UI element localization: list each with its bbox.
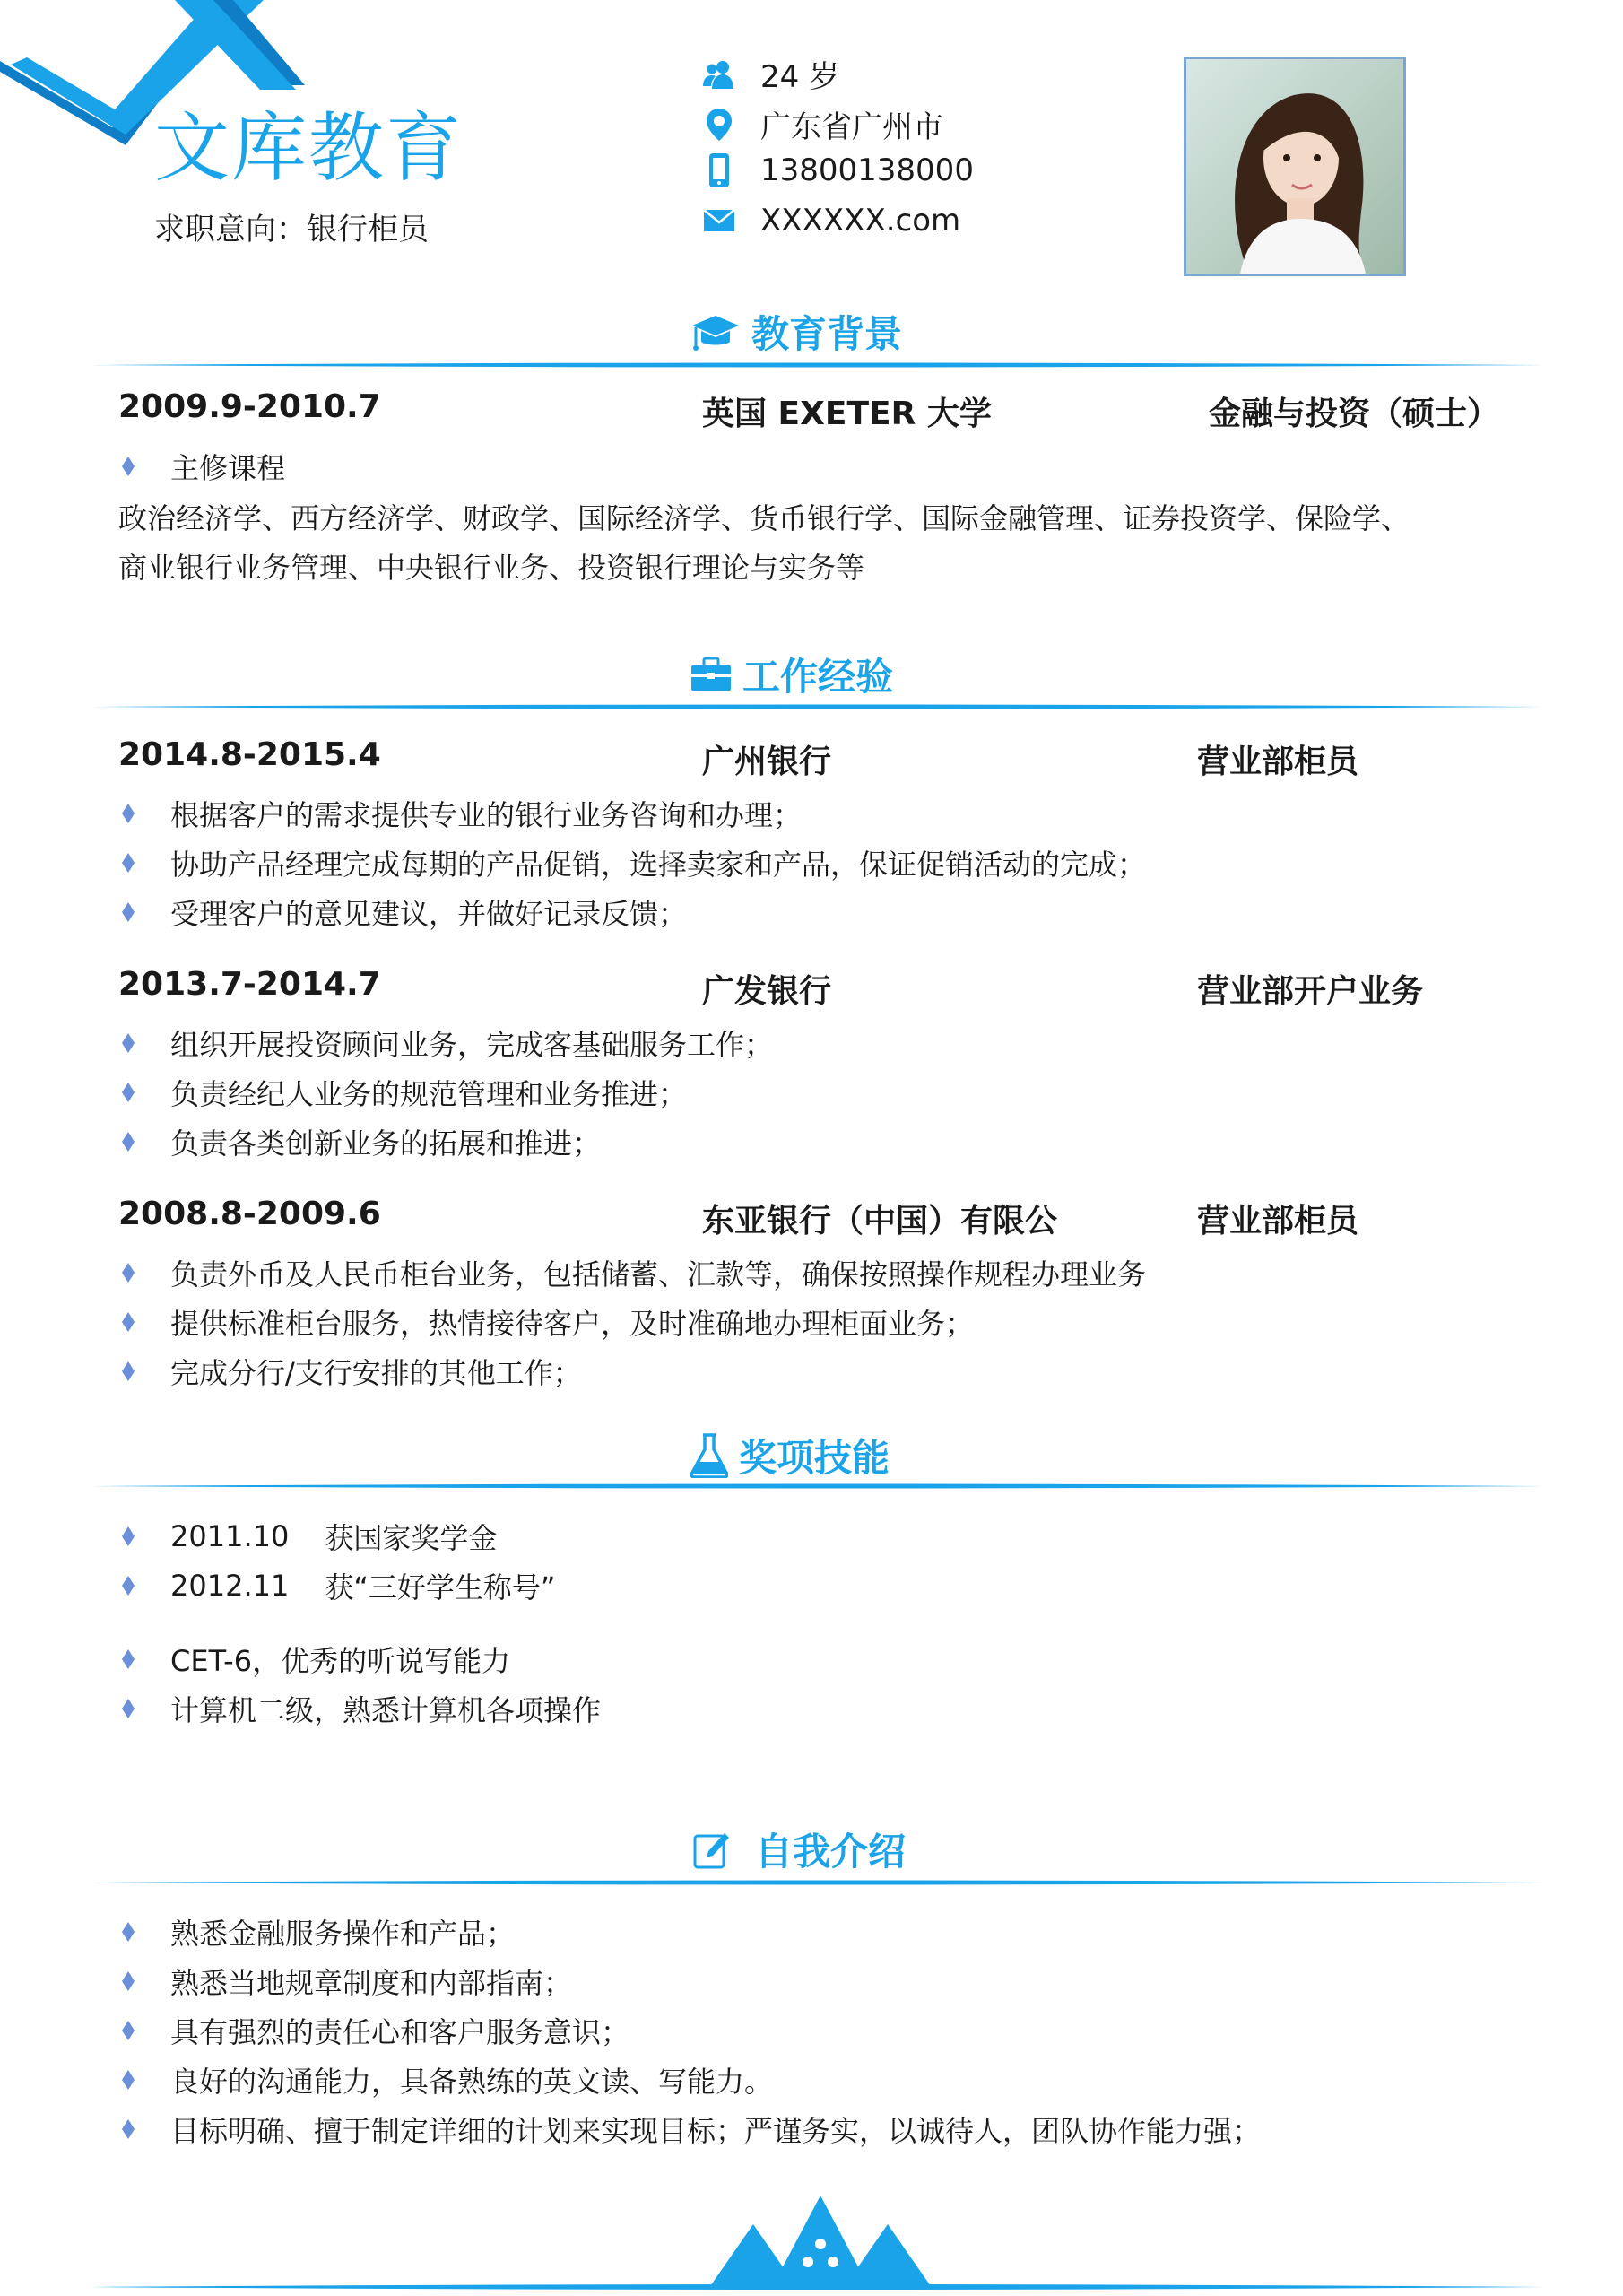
mobile-phone-icon (701, 152, 737, 188)
diamond-bullet (122, 902, 135, 922)
award-date: 2012.11 (170, 1569, 290, 1603)
section-title-education (690, 305, 902, 359)
bullet-item (95, 1022, 773, 1064)
courses-line-1: 政治经济学、西方经济学、财政学、国际经济学、货币银行学、国际金融管理、证券投资学、保险学、 (118, 501, 1410, 535)
award-text: 获“三好学生称号” (325, 1570, 556, 1605)
diamond-bullet (122, 1576, 135, 1596)
bullet-item (95, 793, 802, 834)
intro-text: 目标明确、擅于制定详细的计划来实现目标；严谨务实，以诚待人，团队协作能力强； (170, 2114, 1262, 2148)
job-duty: 根据客户的需求提供专业的银行业务咨询和办理； (170, 798, 803, 832)
age-row (701, 52, 839, 96)
courses-line-2: 商业银行业务管理、中央银行业务、投资银行理论与实务等 (118, 551, 865, 585)
award-date: 2011.10 (170, 1519, 290, 1553)
location-pin-icon (701, 107, 737, 143)
courses-label: 主修课程 (170, 451, 286, 485)
diamond-bullet (122, 1033, 135, 1053)
briefcase-icon (690, 657, 732, 692)
job-objective: 求职意向：银行柜员 (154, 212, 429, 248)
section-divider (90, 1878, 1544, 1887)
job-duty: 协助产品经理完成每期的产品促销，选择卖家和产品，保证促销活动的完成； (170, 848, 1147, 882)
job-position: 营业部柜员 (1197, 744, 1359, 780)
job-duty: 受理客户的意见建议，并做好记录反馈； (170, 897, 688, 931)
intro-text: 熟悉当地规章制度和内部指南； (170, 1966, 573, 2000)
bullet-item (95, 1121, 601, 1162)
skill-item (95, 1688, 601, 1729)
envelope-icon (701, 203, 737, 239)
intro-item (95, 1911, 515, 1952)
section-title-work-text: 工作经验 (742, 655, 894, 699)
job-position: 营业部开户业务 (1197, 973, 1424, 1010)
intro-text: 熟悉金融服务操作和产品； (170, 1917, 516, 1951)
diamond-bullet (122, 457, 135, 476)
skill-text: CET-6，优秀的听说写能力 (170, 1644, 511, 1678)
diamond-bullet (122, 2021, 135, 2040)
profile-photo (1184, 57, 1406, 276)
location-row (701, 102, 943, 146)
award-item (95, 1565, 556, 1606)
footer-mountains-graphic (90, 2188, 1544, 2296)
email-text: XXXXXX.com (760, 203, 961, 239)
section-divider (90, 361, 1544, 370)
bullet-item (95, 1072, 687, 1113)
graduation-cap-icon (690, 310, 741, 353)
job-company: 广州银行 (702, 744, 832, 780)
section-divider (90, 1482, 1544, 1491)
age-text: 24 岁 (760, 59, 840, 95)
diamond-bullet (122, 1083, 135, 1102)
job-date: 2008.8-2009.6 (118, 1196, 381, 1232)
diamond-bullet (122, 1361, 135, 1381)
section-title-work (690, 648, 893, 701)
education-major: 金融与投资（硕士） (1209, 396, 1500, 432)
intro-text: 良好的沟通能力，具备熟练的英文读、写能力。 (170, 2065, 774, 2099)
education-school: 英国 EXETER 大学 (702, 396, 992, 432)
diamond-bullet (122, 2119, 135, 2139)
job-duty: 提供标准柜台服务，热情接待客户，及时准确地办理柜面业务； (170, 1307, 975, 1341)
job-date: 2014.8-2015.4 (118, 736, 381, 773)
award-item (95, 1516, 497, 1557)
job-position: 营业部柜员 (1197, 1203, 1359, 1239)
skill-item (95, 1639, 510, 1680)
phone-text: 13800138000 (760, 152, 974, 188)
section-title-education-text: 教育背景 (751, 312, 903, 356)
job-company: 广发银行 (702, 973, 832, 1010)
bullet-item (95, 1301, 974, 1343)
diamond-bullet (122, 1312, 135, 1332)
diamond-bullet (122, 804, 135, 823)
job-duty: 负责外币及人民币柜台业务，包括储蓄、汇款等，确保按照操作规程办理业务 (170, 1257, 1147, 1292)
diamond-bullet (122, 1922, 135, 1942)
diamond-bullet (122, 1263, 135, 1283)
job-duty: 组织开展投资顾问业务，完成客基础服务工作； (170, 1028, 774, 1062)
job-company: 东亚银行（中国）有限公 (702, 1203, 1058, 1239)
diamond-bullet (122, 1649, 135, 1669)
candidate-name: 文库教育 (154, 104, 464, 192)
skill-text: 计算机二级，熟悉计算机各项操作 (170, 1693, 602, 1727)
section-title-intro (692, 1822, 906, 1876)
intro-item (95, 2059, 773, 2100)
flask-icon (690, 1433, 728, 1478)
phone-row (701, 152, 974, 188)
diamond-bullet (122, 2070, 135, 2090)
diamond-bullet (122, 853, 135, 873)
section-title-awards-text: 奖项技能 (739, 1436, 890, 1480)
job-date: 2013.7-2014.7 (118, 966, 381, 1003)
intro-text: 具有强烈的责任心和客户服务意识； (170, 2015, 630, 2049)
section-divider (90, 702, 1544, 711)
edit-icon (692, 1829, 732, 1870)
location-text: 广东省广州市 (760, 109, 943, 145)
intro-item (95, 2010, 629, 2051)
section-title-intro-text: 自我介绍 (755, 1830, 907, 1874)
education-date: 2009.9-2010.7 (118, 388, 381, 425)
section-title-awards (690, 1429, 890, 1483)
diamond-bullet (122, 1526, 135, 1546)
job-duty: 负责经纪人业务的规范管理和业务推进； (170, 1077, 688, 1111)
diamond-bullet (122, 1699, 135, 1718)
job-duty: 完成分行/支行安排的其他工作； (170, 1356, 582, 1390)
intro-item (95, 1961, 572, 2002)
diamond-bullet (122, 1132, 135, 1152)
intro-item (95, 2109, 1261, 2150)
people-icon (701, 57, 737, 92)
bullet-item (95, 1351, 582, 1392)
email-row (701, 203, 960, 239)
bullet-item (95, 1252, 1146, 1293)
bullet-item (95, 842, 1146, 883)
bullet-item (95, 891, 687, 933)
award-text: 获国家奖学金 (325, 1521, 498, 1555)
job-duty: 负责各类创新业务的拓展和推进； (170, 1126, 602, 1161)
diamond-bullet (122, 1971, 135, 1991)
bullet-item (95, 446, 285, 487)
